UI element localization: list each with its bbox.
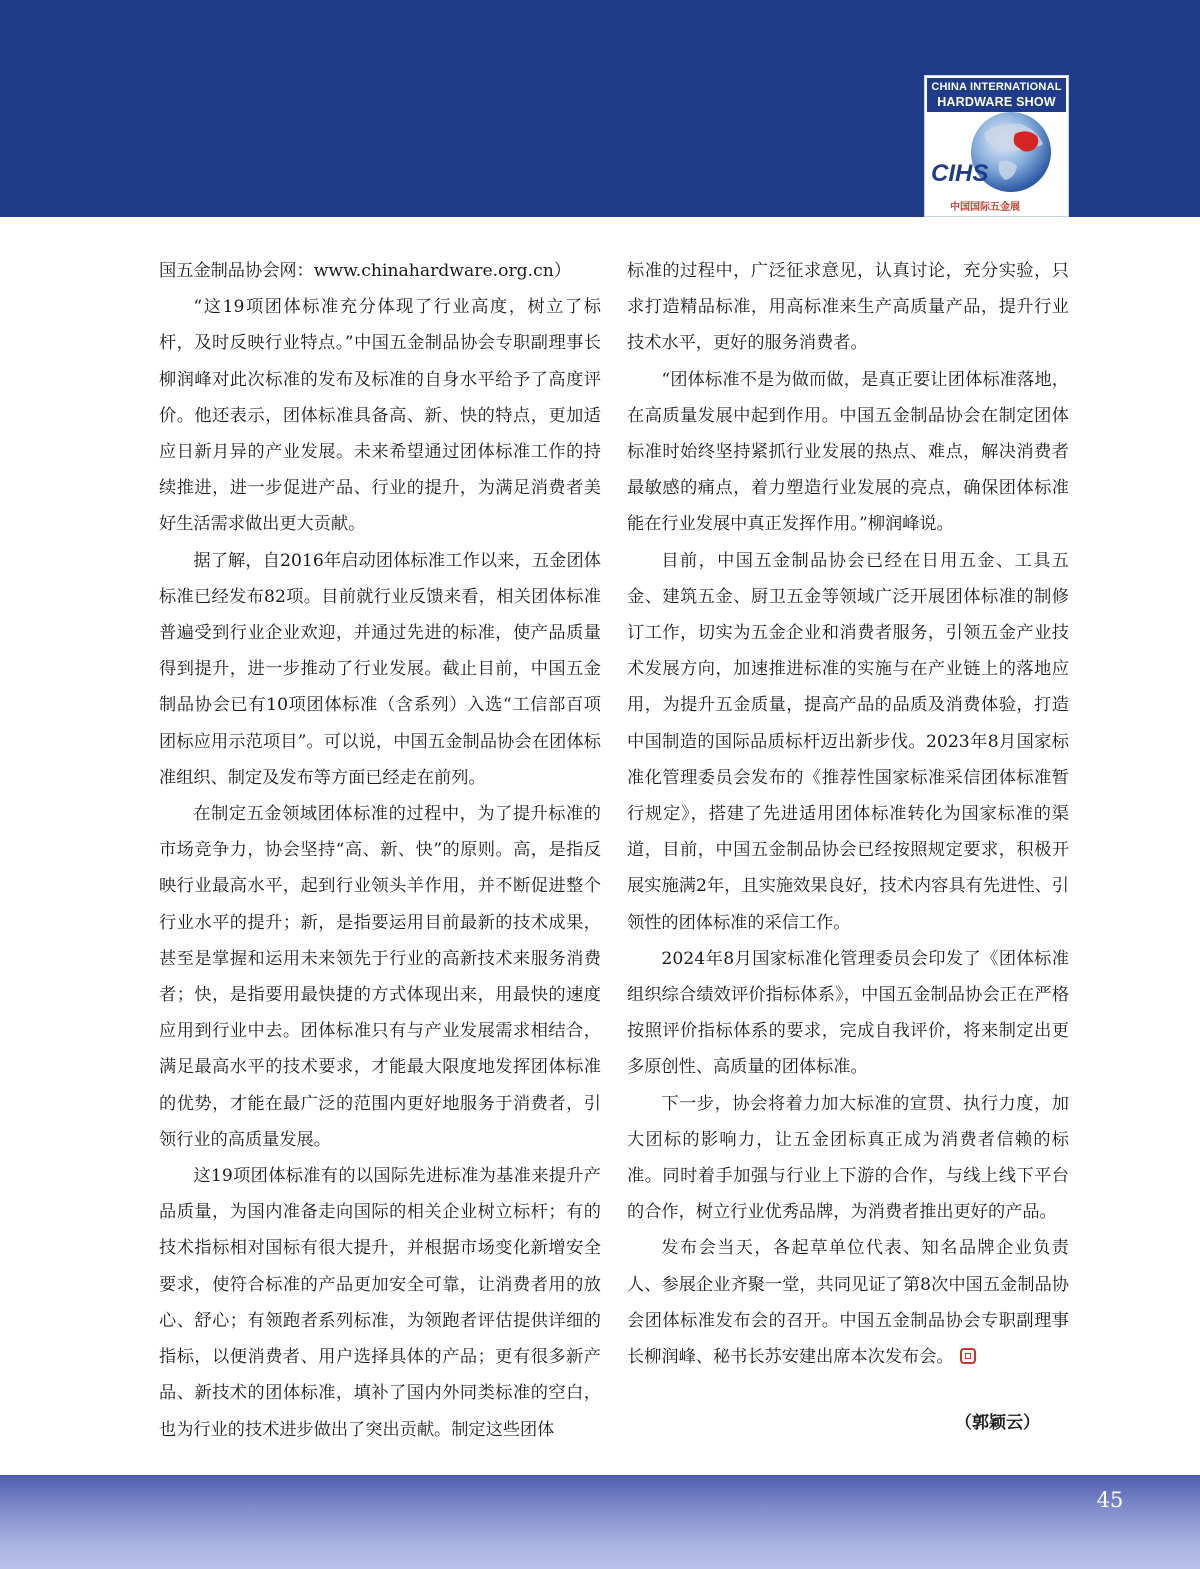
- paragraph: 这19项团体标准有的以国际先进标准为基准来提升产品质量，为国内准备走向国际的相关企业树立标杆；有的技术指标相对国标有很大提升，并根据市场变化新增安全要求，使符合标准的产品更加安全可靠，让消费者用的放心、舒心；有领跑者系列标准，为领跑者评估提供详细的指标，以便消费者、用户选择具体的产品；更有很多新产品、新技术的团体标准，填补了国内外同类标准的空白，也为行业的技术进步做出了突出贡献。制定这些团体: [159, 1166, 601, 1440]
- right-column: [627, 253, 1069, 1375]
- paragraph: 下一步，协会将着力加大标准的宣贯、执行力度，加大团标的影响力，让五金团标真正成为消费者信赖的标准。同时着手加强与行业上下游的合作，与线上线下平台的合作，树立行业优秀品牌，为消费者推出更好的产品。: [627, 1093, 1069, 1223]
- last-paragraph-text: 发布会当天，各起草单位代表、知名品牌企业负责人、参展企业齐聚一堂，共同见证了第8次中国五金制品协会团体标准发布会的召开。中国五金制品协会专职副理事长柳润峰、秘书长苏安建出席本次发布会。: [627, 1238, 1069, 1368]
- left-column: [159, 253, 601, 1448]
- author-credit: （郭颖云）: [955, 1413, 1040, 1433]
- paragraph: 在制定五金领域团体标准的过程中，为了提升标准的市场竞争力，协会坚持“高、新、快”的原则。高，是指反映行业最高水平，起到行业领头羊作用，并不断促进整个行业水平的提升；新，是指要运用目前最新的技术成果，甚至是掌握和运用未来领先于行业的高新技术来服务消费者；快，是指要用最快捷的方式体现出来，用最快的速度应用到行业中去。团体标准只有与产业发展需求相结合，满足最高水平的技术要求，才能最大限度地发挥团体标准的优势，才能在最广泛的范围内更好地服务于消费者，引领行业的高质量发展。: [159, 804, 601, 1150]
- globe-icon: [925, 110, 1070, 216]
- page-number: 45: [1096, 1488, 1124, 1512]
- logo-line-2: HARDWARE SHOW: [937, 95, 1056, 109]
- logo-abbr: CIHS: [931, 160, 989, 187]
- paragraph: “这19项团体标准充分体现了行业高度，树立了标杆，及时反映行业特点。”中国五金制品协会专职副理事长柳润峰对此次标准的发布及标准的自身水平给予了高度评价。他还表示，团体标准具备高、新、快的特点，更加适应日新月异的产业发展。未来希望通过团体标准工作的持续推进，进一步促进产品、行业的提升，为满足消费者美好生活需求做出更大贡献。: [159, 297, 601, 535]
- paragraph: 标准的过程中，广泛征求意见，认真讨论，充分实验，只求打造精品标准，用高标准来生产高质量产品，提升行业技术水平，更好的服务消费者。: [627, 261, 1069, 354]
- logo-cn-name: 中国国际五金展: [950, 202, 1020, 213]
- paragraph: “团体标准不是为做而做，是真正要让团体标准落地，在高质量发展中起到作用。中国五金制品协会在制定团体标准时始终坚持紧抓行业发展的热点、难点，解决消费者最敏感的痛点，着力塑造行业发展的亮点，确保团体标准能在行业发展中真正发挥作用。”柳润峰说。: [627, 369, 1069, 535]
- logo-title-band: [927, 78, 1066, 112]
- logo-line-1: CHINA INTERNATIONAL: [931, 81, 1062, 93]
- paragraph: 2024年8月国家标准化管理委员会印发了《团体标准组织综合绩效评价指标体系》，中国五金制品协会正在严格按照评价指标体系的要求，完成自我评价，将来制定出更多原创性、高质量的团体标准。: [627, 948, 1069, 1078]
- cihs-logo: [924, 75, 1069, 217]
- end-mark-icon: [960, 1348, 976, 1364]
- paragraph: 据了解，自2016年启动团体标准工作以来，五金团体标准已经发布82项。目前就行业反馈来看，相关团体标准普遍受到行业企业欢迎，并通过先进的标准，使产品质量得到提升，进一步推动了行业发展。截止目前，中国五金制品协会已有10项团体标准（含系列）入选“工信部百项团标应用示范项目”。可以说，中国五金制品协会在团体标准组织、制定及发布等方面已经走在前列。: [159, 550, 601, 788]
- paragraph-last: [627, 1230, 1069, 1375]
- paragraph: 国五金制品协会网：www.chinahardware.org.cn）: [159, 261, 572, 281]
- footer-band: [0, 1475, 1200, 1569]
- paragraph: 目前，中国五金制品协会已经在日用五金、工具五金、建筑五金、厨卫五金等领域广泛开展团体标准的制修订工作，切实为五金企业和消费者服务，引领五金产业技术发展方向，加速推进标准的实施与在产业链上的落地应用，为提升五金质量，提高产品的品质及消费体验，打造中国制造的国际品质标杆迈出新步伐。2023年8月国家标准化管理委员会发布的《推荐性国家标准采信团体标准暂行规定》，搭建了先进适用团体标准转化为国家标准的渠道，目前，中国五金制品协会已经按照规定要求，积极开展实施满2年，且实施效果良好，技术内容具有先进性、引领性的团体标准的采信工作。: [627, 550, 1069, 933]
